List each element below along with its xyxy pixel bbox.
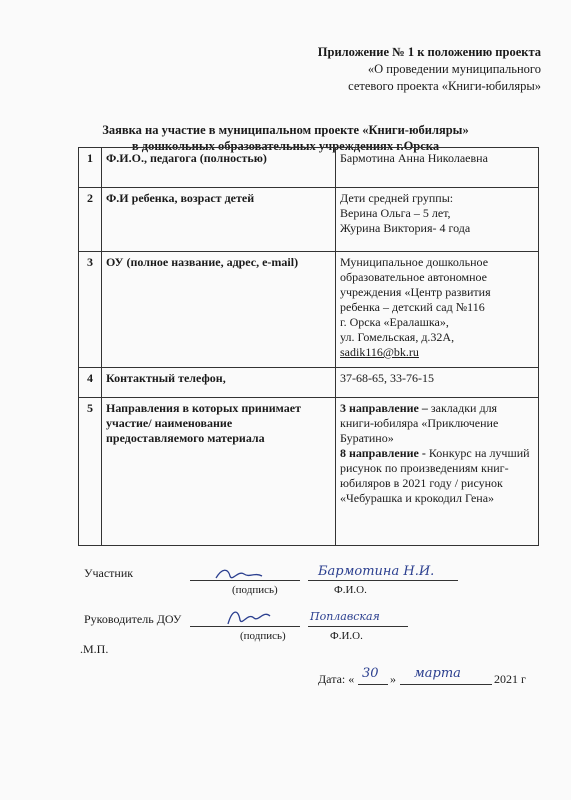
value-line: г. Орска «Ералашка»,	[340, 315, 449, 329]
row-label: ОУ (полное название, адрес, e-mail)	[102, 252, 336, 368]
table-row	[79, 398, 539, 546]
sign-caption: (подпись)	[240, 630, 286, 642]
table-row	[79, 252, 539, 368]
title-line-2: в дошкольных образовательных учреждениях г.Орска	[131, 139, 440, 153]
participant-name-line	[308, 580, 458, 581]
head-signature-icon	[226, 606, 272, 628]
direction-3-title: 3 направление –	[340, 401, 428, 415]
teacher-name: Бармотина Анна Николаевна	[340, 151, 488, 165]
email-link[interactable]: sadik116@bk.ru	[340, 345, 419, 359]
date-month-line	[400, 684, 492, 685]
row-number: 2	[79, 188, 102, 252]
table-row	[79, 368, 539, 398]
row-value	[336, 252, 539, 368]
row-number: 4	[79, 368, 102, 398]
value-line: ребенка – детский сад №116	[340, 300, 485, 314]
table-row	[79, 188, 539, 252]
head-label: Руководитель ДОУ	[84, 612, 182, 626]
appendix-header	[318, 44, 541, 95]
appendix-line-3: сетевого проекта «Книги-юбиляры»	[348, 79, 541, 93]
seal-label: .М.П.	[80, 642, 109, 656]
appendix-line-2: «О проведении муниципального	[367, 62, 541, 76]
direction-8-text: Конкурс на лучший рисунок по произведениям книг-юбиляров в 2021 году / рисунок «Чебурашка и крокодил Гена»	[340, 446, 530, 505]
value-line: Дети средней группы:	[340, 191, 454, 205]
direction-8-title: 8 направление -	[340, 446, 426, 460]
date-day-line	[358, 684, 388, 685]
participant-signature-icon	[214, 566, 264, 584]
row-label: Направления в которых принимает участие/ наименование предоставляемого материала	[102, 398, 336, 546]
date-prefix: Дата: «	[318, 672, 355, 686]
row-value	[336, 398, 539, 546]
title-line-1: Заявка на участие в муниципальном проекте «Книги-юбиляры»	[102, 123, 469, 137]
name-caption: Ф.И.О.	[334, 584, 367, 596]
row-value	[336, 368, 539, 398]
date-day: 30	[362, 666, 379, 681]
participant-label: Участник	[84, 566, 134, 580]
name-caption: Ф.И.О.	[330, 630, 363, 642]
date-mid: »	[390, 672, 396, 686]
row-label: Ф.И ребенка, возраст детей	[102, 188, 336, 252]
value-line: Верина Ольга – 5 лет,	[340, 206, 451, 220]
appendix-line-1: Приложение № 1 к положению проекта	[317, 45, 541, 59]
row-label: Ф.И.О., педагога (полностью)	[102, 148, 336, 188]
row-label: Контактный телефон,	[102, 368, 336, 398]
head-name-line	[308, 626, 408, 627]
value-line: ул. Гомельская, д.32А,	[340, 330, 455, 344]
application-table	[78, 147, 539, 546]
sign-caption: (подпись)	[232, 584, 278, 596]
value-line: образовательное автономное	[340, 270, 488, 284]
date-year: 2021 г	[494, 672, 526, 686]
row-number: 3	[79, 252, 102, 368]
direction-3-text: закладки для книги-юбиляра «Приключение Буратино»	[340, 401, 499, 445]
value-line: Журина Виктория- 4 года	[340, 221, 471, 235]
row-value	[336, 148, 539, 188]
head-handwritten-name: Поплавская	[310, 610, 380, 623]
participant-handwritten-name: Бармотина Н.И.	[318, 564, 435, 579]
value-line: Муниципальное дошкольное	[340, 255, 489, 269]
row-number: 1	[79, 148, 102, 188]
row-number: 5	[79, 398, 102, 546]
table-row	[79, 148, 539, 188]
value-line: учреждения «Центр развития	[340, 285, 491, 299]
row-value	[336, 188, 539, 252]
phone-value: 37-68-65, 33-76-15	[340, 371, 434, 385]
date-month: марта	[414, 666, 461, 681]
